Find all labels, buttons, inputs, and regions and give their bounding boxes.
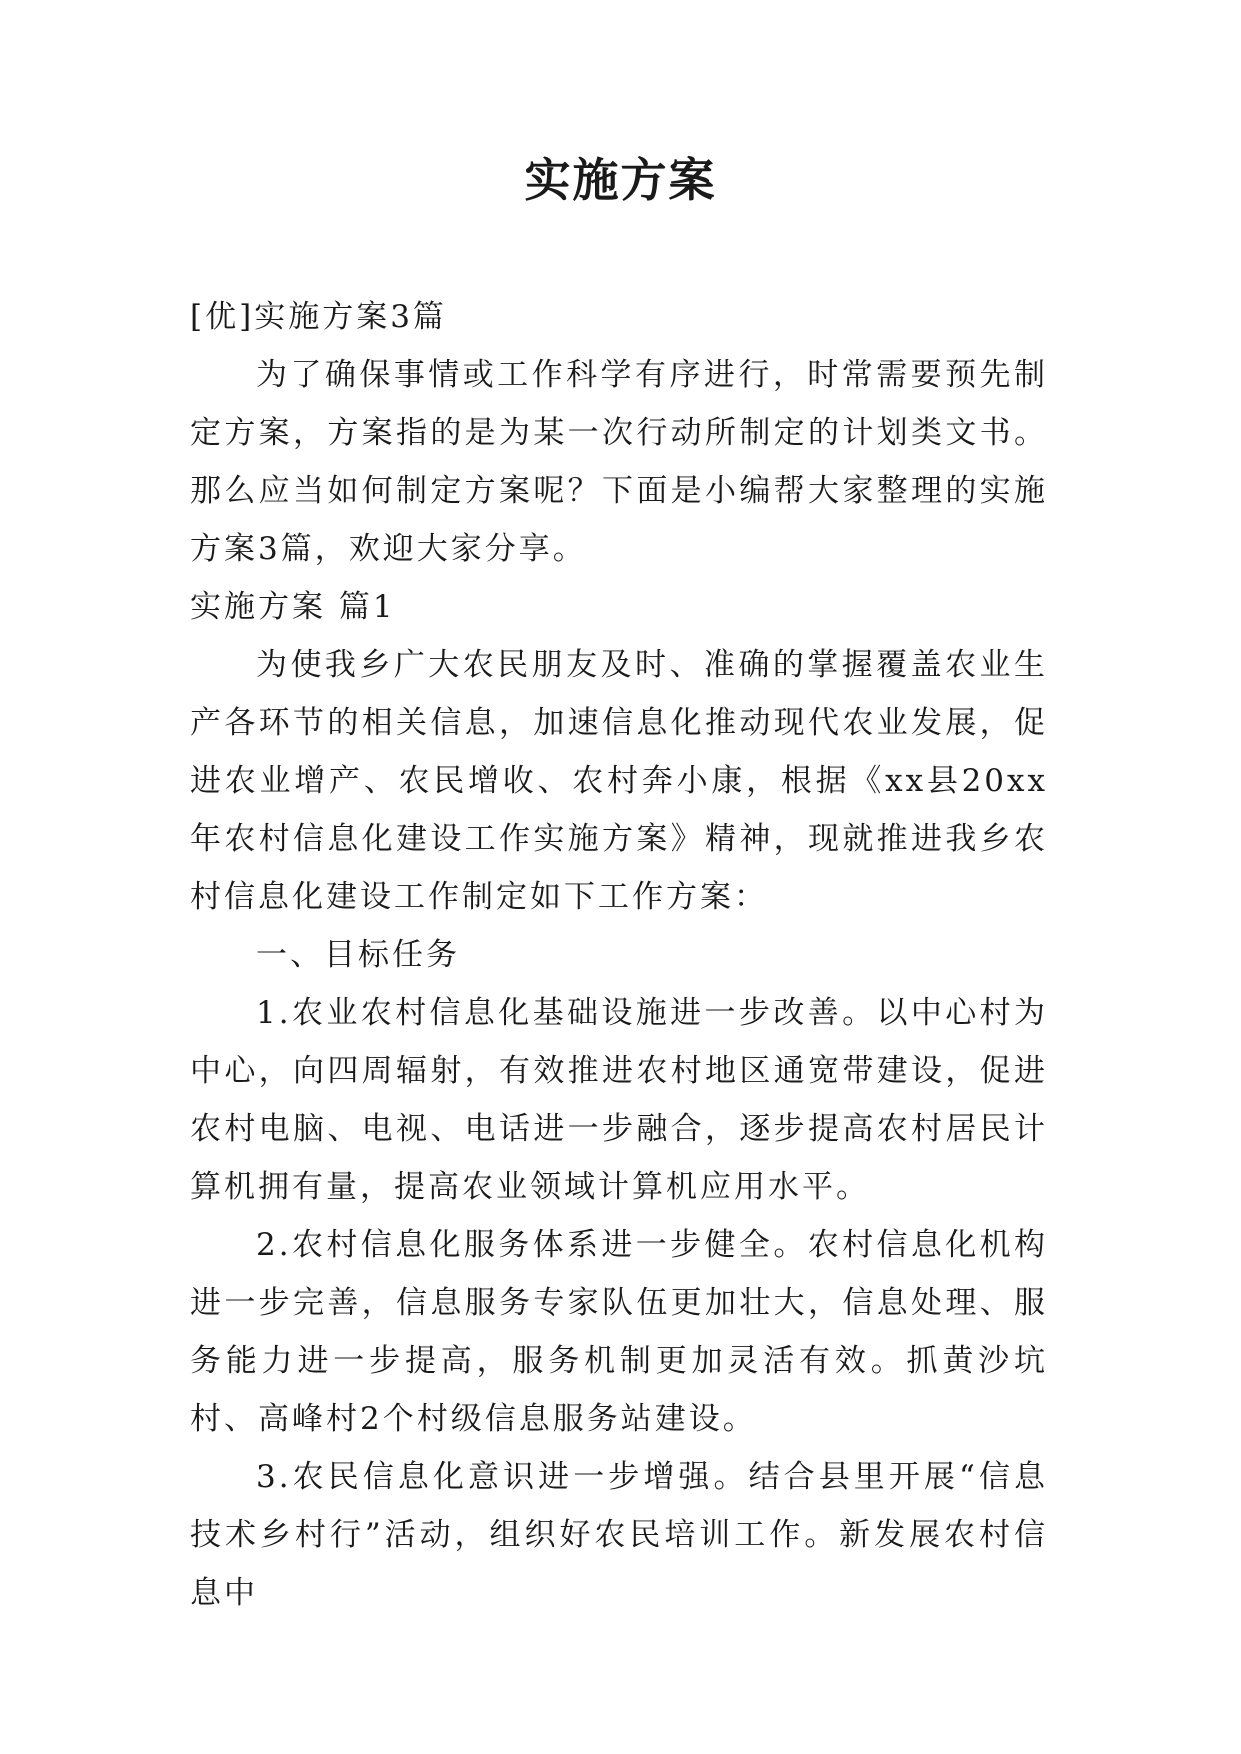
body-paragraph: 为使我乡广大农民朋友及时、准确的掌握覆盖农业生产各环节的相关信息，加速信息化推动现代农业发展，促进农业增产、农民增收、农村奔小康，根据《xx县20xx年农村信息化建设工作实施方案》精神，现就推进我乡农村信息化建设工作制定如下工作方案： (190, 647, 1048, 915)
document-title: 实施方案 (524, 153, 717, 207)
document-subtitle: [优]实施方案3篇 (190, 299, 447, 335)
body-paragraph: 1.农业农村信息化基础设施进一步改善。以中心村为中心，向四周辐射，有效推进农村地区通宽带建设，促进农村电脑、电视、电话进一步融合，逐步提高农村居民计算机拥有量，提高农业领域计算机应用水平。 (190, 995, 1048, 1205)
body-paragraph: 2.农村信息化服务体系进一步健全。农村信息化机构进一步完善，信息服务专家队伍更加壮大，信息处理、服务能力进一步提高，服务机制更加灵活有效。抓黄沙坑村、高峰村2个村级信息服务站建设。 (190, 1227, 1048, 1437)
document-body (190, 288, 1048, 1622)
body-paragraph: 一、目标任务 (256, 937, 460, 973)
body-paragraph: 3.农民信息化意识进一步增强。结合县里开展“信息技术乡村行”活动，组织好农民培训工作。新发展农村信息中 (190, 1459, 1048, 1611)
intro-paragraph: 为了确保事情或工作科学有序进行，时常需要预先制定方案，方案指的是为某一次行动所制定的计划类文书。那么应当如何制定方案呢？下面是小编帮大家整理的实施方案3篇，欢迎大家分享。 (190, 357, 1048, 567)
section-heading: 实施方案 篇1 (190, 589, 396, 625)
